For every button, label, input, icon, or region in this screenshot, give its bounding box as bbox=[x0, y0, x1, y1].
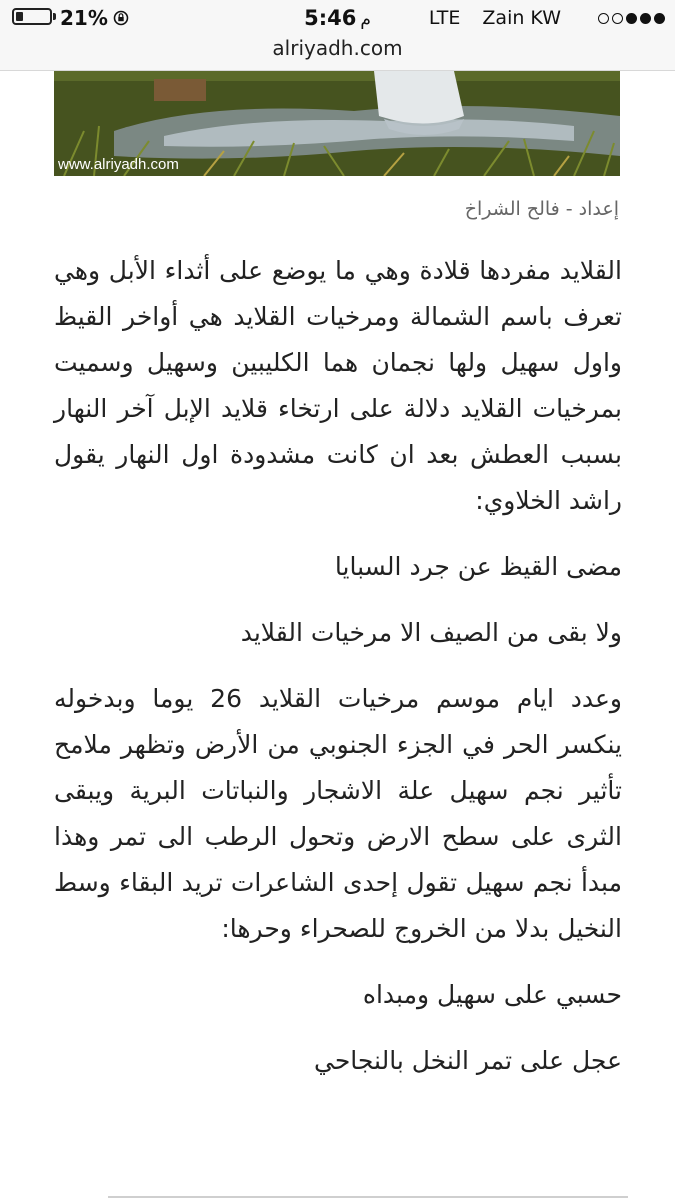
poem-line: مضى القيظ عن جرد السبايا bbox=[334, 552, 622, 581]
article-photo bbox=[54, 71, 620, 176]
poem-line: حسبي على سهيل ومبداه bbox=[362, 980, 622, 1009]
clock-ampm: م bbox=[360, 10, 371, 30]
divider bbox=[108, 1196, 628, 1198]
clock: 5:46 م bbox=[304, 6, 371, 30]
address-bar[interactable]: alriyadh.com bbox=[272, 36, 403, 60]
poem-line: عجل على تمر النخل بالنجاحي bbox=[314, 1046, 622, 1075]
battery-percent: 21% bbox=[60, 6, 108, 30]
article-paragraph: القلايد مفردها قلادة وهي ما يوضع على أثداء الأبل وهي تعرف باسم الشمالة ومرخيات القلايد هي أواخر القيظ واول سهيل ولها نجمان هما الكليبين وسهيل وسميت بمرخيات القلايد دلالة على ارتخاء قلايد الإبل آخر النهار بسبب العطش بعد ان كانت مشدودة اول النهار يقول راشد الخلاوي: bbox=[54, 256, 622, 515]
article-credit: إعداد - فالح الشراخ bbox=[464, 198, 619, 220]
carrier-name: Zain KW bbox=[482, 7, 561, 29]
grass-water-image bbox=[54, 71, 620, 176]
signal-strength-icon bbox=[598, 13, 665, 24]
poem-line: ولا بقى من الصيف الا مرخيات القلايد bbox=[240, 618, 622, 647]
article-body bbox=[54, 248, 622, 1104]
photo-watermark: www.alriyadh.com bbox=[58, 156, 179, 173]
network-type: LTE bbox=[428, 7, 461, 29]
carrier-info bbox=[429, 7, 561, 29]
article-paragraph: وعدد ايام موسم مرخيات القلايد 26 يوما وبدخوله ينكسر الحر في الجزء الجنوبي من الأرض وتظهر ملامح تأثير نجم سهيل علة الاشجار والنباتات البرية ويبقى الثرى على سطح الارض وتحول الرطب الى تمر وهذا مبدأ نجم سهيل تقول إحدى الشاعرات تريد البقاء وسط النخيل بدلا من الخروج للصحراء وحرها: bbox=[54, 684, 622, 943]
browser-chrome bbox=[0, 0, 675, 71]
status-bar bbox=[0, 0, 675, 36]
